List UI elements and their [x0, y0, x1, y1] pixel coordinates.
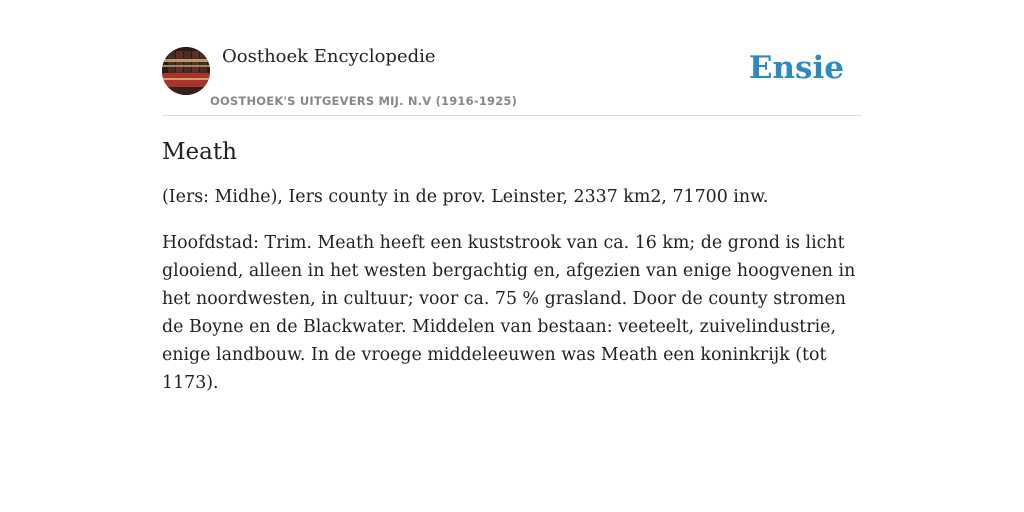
encyclopedia-books-icon[interactable] — [162, 47, 210, 95]
source-title[interactable]: Oosthoek Encyclopedie — [222, 46, 436, 67]
entry-paragraph: (Iers: Midhe), Iers county in de prov. Leinster, 2337 km2, 71700 inw. — [162, 187, 769, 207]
entry-paragraph: Hoofdstad: Trim. Meath heeft een kuststrook van ca. 16 km; de grond is licht glooiend, alleen in het westen bergachtig en, afgezien van enige hoogvenen in het noordwesten, in cultuur; voor ca. 75 % grasland. Door de county stromen de Boyne en de Blackwater. Middelen van bestaan: veeteelt, zuivelindustrie, enige landbouw. In de vroege middeleeuwen was Meath een koninkrijk (tot 1173). — [162, 233, 856, 393]
entry-container — [162, 40, 862, 397]
entry-title: Meath — [162, 139, 237, 165]
entry-body — [162, 183, 862, 397]
source-header — [162, 40, 862, 116]
source-subtitle: OOSTHOEK'S UITGEVERS MIJ. N.V (1916-1925) — [210, 94, 518, 108]
ensie-logo-link[interactable]: Ensie — [748, 50, 844, 86]
